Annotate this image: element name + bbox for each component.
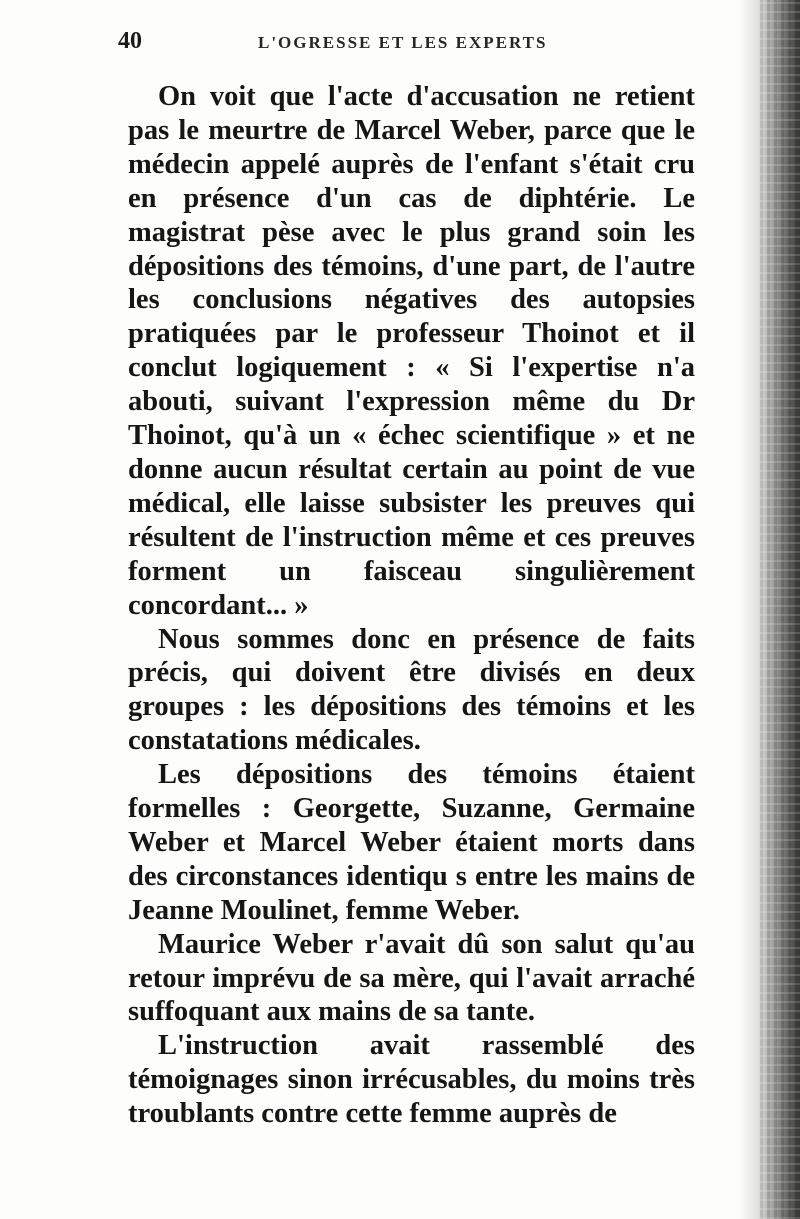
page-number: 40	[118, 28, 142, 54]
running-head: L'OGRESSE ET LES EXPERTS	[258, 33, 548, 52]
paragraph-2: Nous sommes donc en présence de faits précis, qui doivent être divisés en deux groupes : les dépositions des témoins et les constatations médicales.	[128, 623, 695, 757]
paragraph-3: Les dépositions des témoins étaient formelles : Georgette, Suzanne, Germaine Weber et Marcel Weber étaient morts dans des circonstances identiqu s entre les mains de Jeanne Moulinet, femme Weber.	[128, 759, 695, 926]
paragraph-1: On voit que l'acte d'accusation ne retient pas le meurtre de Marcel Weber, parce que le médecin appelé auprès de l'enfant s'était cru en présence d'un cas de diphtérie. Le magistrat pèse avec le plus grand soin les dépositions des témoins, d'une part, de l'autre les conclusions négatives des autopsies pratiquées par le professeur Thoinot et il conclut logiquement : « Si l'expertise n'a abouti, suivant l'expression même du Dr Thoinot, qu'à un « échec scientifique » et ne donne aucun résultat certain au point de vue médical, elle laisse subsister les preuves qui résultent de l'instruction même et ces preuves forment un faisceau singulièrement concordant... »	[128, 81, 695, 621]
page-header	[118, 28, 708, 58]
paragraph-4: Maurice Weber r'avait dû son salut qu'au retour imprévu de sa mère, qui l'avait arraché suffoquant aux mains de sa tante.	[128, 928, 695, 1028]
body-text	[128, 80, 695, 1131]
binding-edge-texture	[760, 0, 800, 1219]
paragraph-5: L'instruction avait rassemblé des témoignages sinon irrécusables, du moins très troublants contre cette femme auprès de	[128, 1030, 695, 1130]
